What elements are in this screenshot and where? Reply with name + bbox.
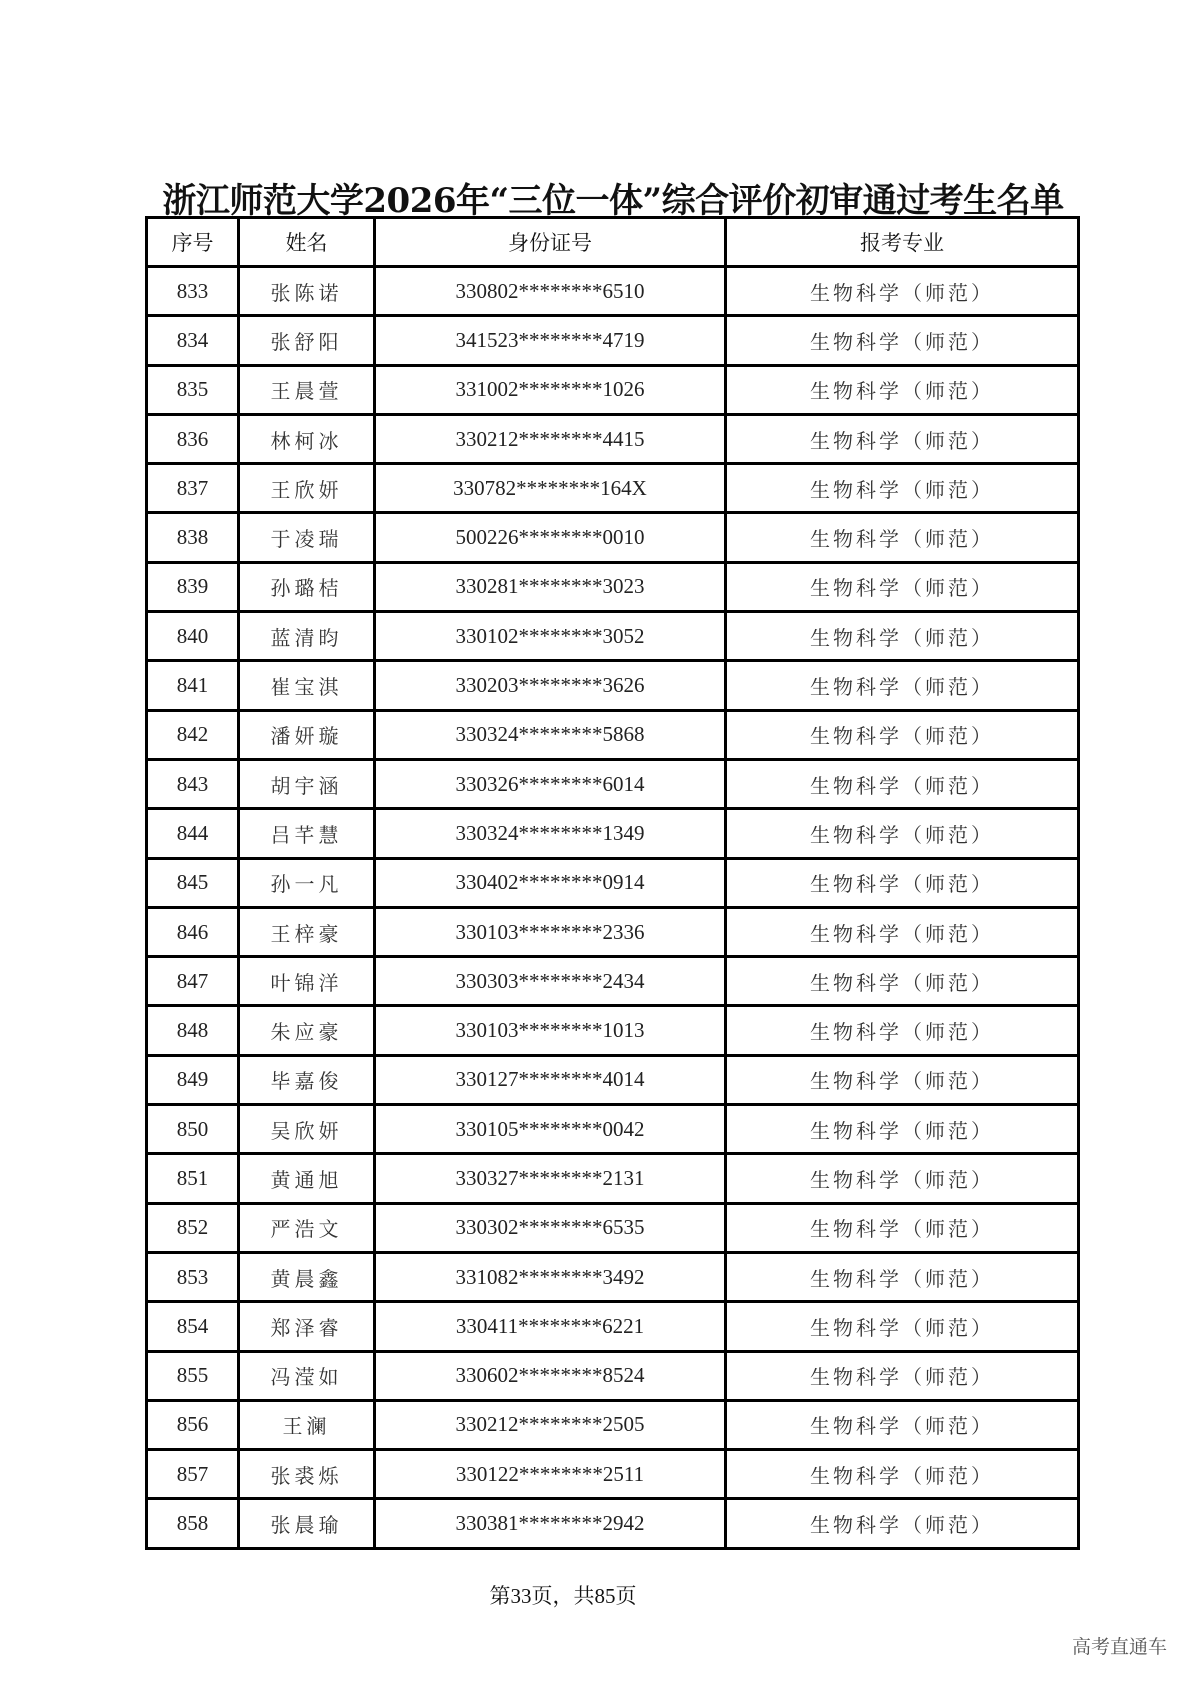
major-cell: 生物科学（师范） [726,267,1079,316]
seq-cell: 854 [147,1302,239,1351]
major-cell: 生物科学（师范） [726,809,1079,858]
name-cell: 张晨瑜 [239,1499,375,1548]
table-row [147,464,1079,513]
seq-cell: 837 [147,464,239,513]
table-row [147,365,1079,414]
name-cell: 王梓豪 [239,907,375,956]
id-number-cell: 330326********6014 [375,759,726,808]
major-cell: 生物科学（师范） [726,365,1079,414]
seq-cell: 846 [147,907,239,956]
seq-cell: 838 [147,513,239,562]
table-row [147,661,1079,710]
name-cell: 于凌瑞 [239,513,375,562]
table-row [147,858,1079,907]
major-cell: 生物科学（师范） [726,1154,1079,1203]
major-cell: 生物科学（师范） [726,464,1079,513]
name-cell: 黄通旭 [239,1154,375,1203]
table-row [147,759,1079,808]
major-cell: 生物科学（师范） [726,562,1079,611]
name-cell: 严浩文 [239,1203,375,1252]
table-header-row [147,218,1079,267]
name-cell: 王晨萱 [239,365,375,414]
seq-cell: 844 [147,809,239,858]
seq-cell: 843 [147,759,239,808]
major-cell: 生物科学（师范） [726,513,1079,562]
candidate-roster-table [145,216,1080,1550]
table-row [147,907,1079,956]
major-cell: 生物科学（师范） [726,1203,1079,1252]
seq-cell: 857 [147,1450,239,1499]
table-row [147,513,1079,562]
header-id-number: 身份证号 [375,218,726,267]
name-cell: 潘妍璇 [239,710,375,759]
name-cell: 王欣妍 [239,464,375,513]
id-number-cell: 330324********5868 [375,710,726,759]
table-row [147,267,1079,316]
name-cell: 张舒阳 [239,316,375,365]
seq-cell: 849 [147,1055,239,1104]
page-title: 浙江师范大学2026年“三位一体”综合评价初审通过考生名单 [162,180,1064,221]
table-row [147,710,1079,759]
header-seq: 序号 [147,218,239,267]
table-row [147,612,1079,661]
table-row [147,1252,1079,1301]
id-number-cell: 330122********2511 [375,1450,726,1499]
seq-cell: 851 [147,1154,239,1203]
seq-cell: 840 [147,612,239,661]
table-row [147,1400,1079,1449]
name-cell: 张裘烁 [239,1450,375,1499]
id-number-cell: 331082********3492 [375,1252,726,1301]
id-number-cell: 330103********2336 [375,907,726,956]
id-number-cell: 330105********0042 [375,1105,726,1154]
id-number-cell: 330127********4014 [375,1055,726,1104]
seq-cell: 853 [147,1252,239,1301]
watermark-text: 高考直通车 [1071,1636,1167,1658]
id-number-cell: 330381********2942 [375,1499,726,1548]
table-row [147,316,1079,365]
id-number-cell: 330602********8524 [375,1351,726,1400]
table-row [147,562,1079,611]
page-number: 第33页，共85页 [489,1584,637,1608]
name-cell: 朱应豪 [239,1006,375,1055]
major-cell: 生物科学（师范） [726,759,1079,808]
table-row [147,809,1079,858]
table-row [147,1450,1079,1499]
major-cell: 生物科学（师范） [726,612,1079,661]
id-number-cell: 330281********3023 [375,562,726,611]
table-row [147,1055,1079,1104]
major-cell: 生物科学（师范） [726,414,1079,463]
seq-cell: 835 [147,365,239,414]
seq-cell: 856 [147,1400,239,1449]
id-number-cell: 330327********2131 [375,1154,726,1203]
name-cell: 郑泽睿 [239,1302,375,1351]
name-cell: 张陈诺 [239,267,375,316]
seq-cell: 847 [147,957,239,1006]
seq-cell: 836 [147,414,239,463]
table-row [147,1499,1079,1548]
id-number-cell: 331002********1026 [375,365,726,414]
major-cell: 生物科学（师范） [726,1302,1079,1351]
major-cell: 生物科学（师范） [726,661,1079,710]
table-row [147,1006,1079,1055]
major-cell: 生物科学（师范） [726,1105,1079,1154]
seq-cell: 834 [147,316,239,365]
major-cell: 生物科学（师范） [726,957,1079,1006]
name-cell: 吴欣妍 [239,1105,375,1154]
name-cell: 黄晨鑫 [239,1252,375,1301]
seq-cell: 845 [147,858,239,907]
name-cell: 毕嘉俊 [239,1055,375,1104]
seq-cell: 852 [147,1203,239,1252]
table-row [147,1351,1079,1400]
table-row [147,1105,1079,1154]
id-number-cell: 330324********1349 [375,809,726,858]
name-cell: 吕芊慧 [239,809,375,858]
id-number-cell: 330212********4415 [375,414,726,463]
major-cell: 生物科学（师范） [726,316,1079,365]
major-cell: 生物科学（师范） [726,1450,1079,1499]
id-number-cell: 330802********6510 [375,267,726,316]
seq-cell: 855 [147,1351,239,1400]
name-cell: 崔宝淇 [239,661,375,710]
major-cell: 生物科学（师范） [726,858,1079,907]
name-cell: 王澜 [239,1400,375,1449]
name-cell: 孙一凡 [239,858,375,907]
name-cell: 叶锦洋 [239,957,375,1006]
id-number-cell: 341523********4719 [375,316,726,365]
table-row [147,1203,1079,1252]
id-number-cell: 330411********6221 [375,1302,726,1351]
id-number-cell: 330103********1013 [375,1006,726,1055]
id-number-cell: 330102********3052 [375,612,726,661]
major-cell: 生物科学（师范） [726,710,1079,759]
seq-cell: 850 [147,1105,239,1154]
table-row [147,957,1079,1006]
table-row [147,414,1079,463]
seq-cell: 848 [147,1006,239,1055]
seq-cell: 842 [147,710,239,759]
major-cell: 生物科学（师范） [726,1252,1079,1301]
seq-cell: 841 [147,661,239,710]
id-number-cell: 330782********164X [375,464,726,513]
major-cell: 生物科学（师范） [726,1055,1079,1104]
major-cell: 生物科学（师范） [726,907,1079,956]
name-cell: 蓝清昀 [239,612,375,661]
major-cell: 生物科学（师范） [726,1006,1079,1055]
seq-cell: 833 [147,267,239,316]
table-body [147,267,1079,1549]
header-major: 报考专业 [726,218,1079,267]
name-cell: 冯滢如 [239,1351,375,1400]
name-cell: 林柯冰 [239,414,375,463]
major-cell: 生物科学（师范） [726,1499,1079,1548]
major-cell: 生物科学（师范） [726,1400,1079,1449]
name-cell: 孙璐桔 [239,562,375,611]
id-number-cell: 330302********6535 [375,1203,726,1252]
header-name: 姓名 [239,218,375,267]
id-number-cell: 330212********2505 [375,1400,726,1449]
name-cell: 胡宇涵 [239,759,375,808]
id-number-cell: 330402********0914 [375,858,726,907]
seq-cell: 858 [147,1499,239,1548]
table-row [147,1302,1079,1351]
id-number-cell: 330203********3626 [375,661,726,710]
major-cell: 生物科学（师范） [726,1351,1079,1400]
seq-cell: 839 [147,562,239,611]
id-number-cell: 330303********2434 [375,957,726,1006]
table-row [147,1154,1079,1203]
id-number-cell: 500226********0010 [375,513,726,562]
